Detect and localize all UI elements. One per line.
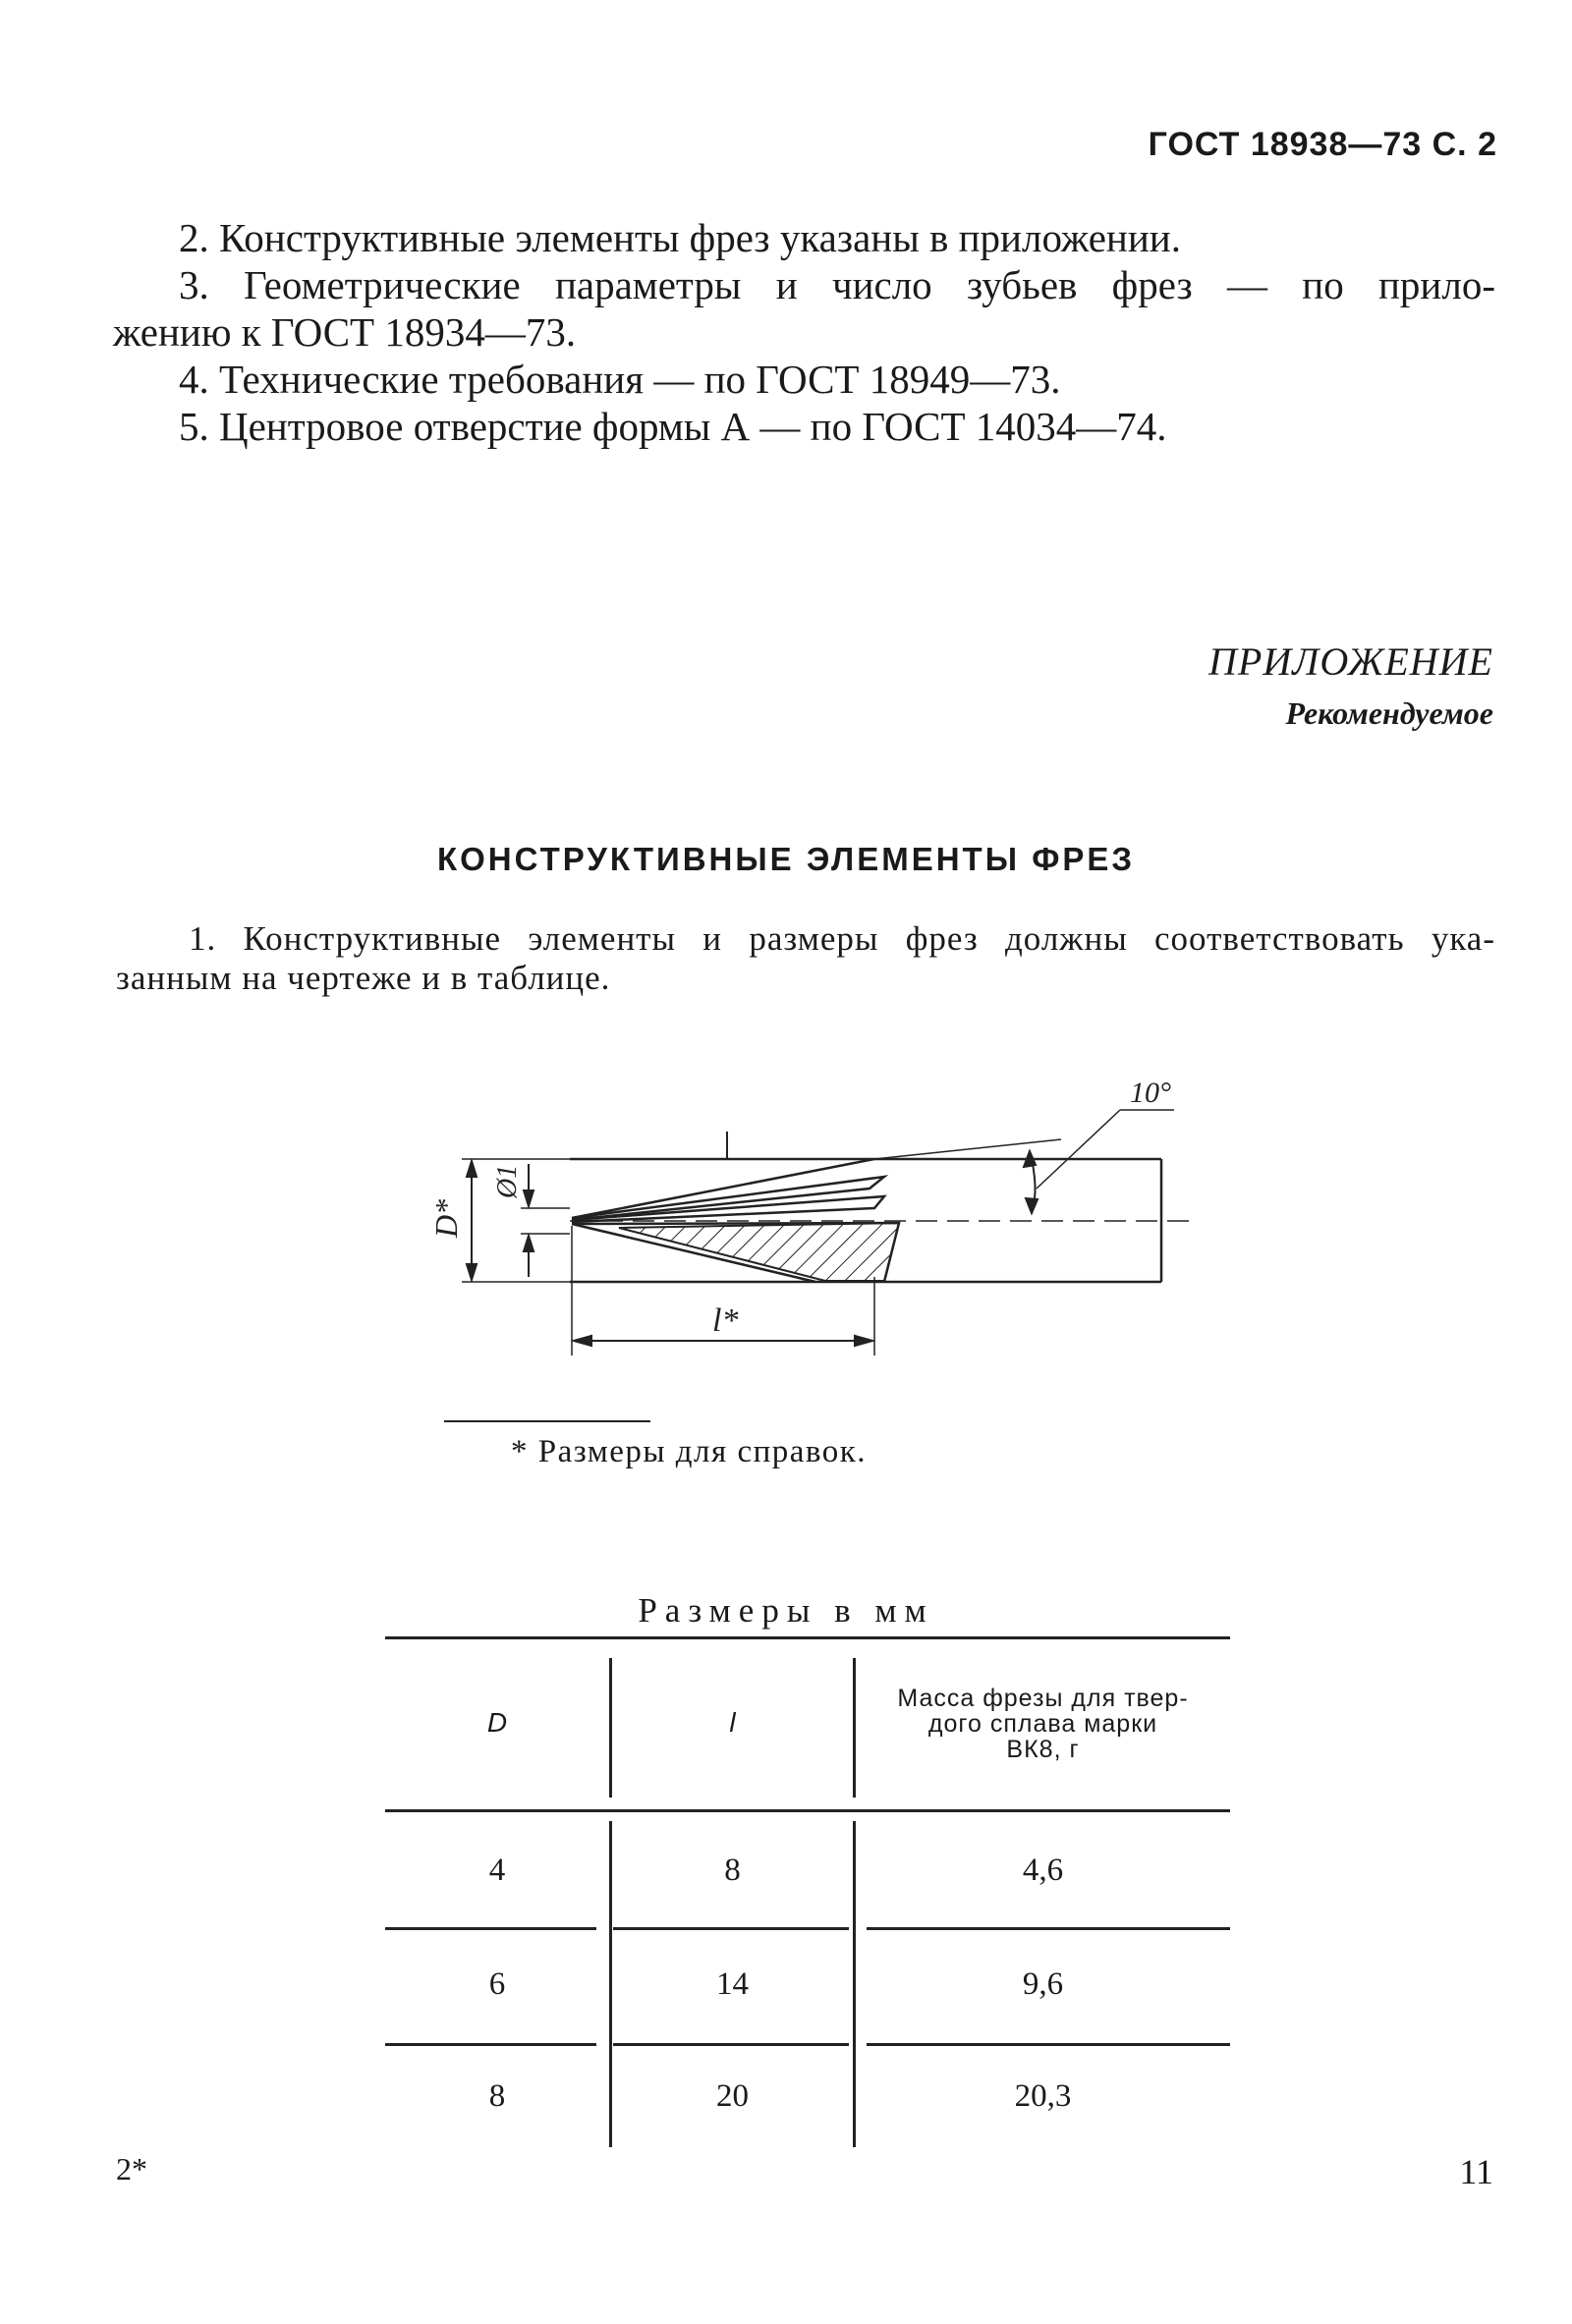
table-cell: 9,6 xyxy=(1022,1966,1064,2002)
table-cell: 8 xyxy=(488,2078,506,2114)
footnote-rule xyxy=(444,1420,650,1422)
page-header: ГОСТ 18938—73 С. 2 xyxy=(1148,126,1497,163)
intro-line-2: занным на чертеже и в таблице. xyxy=(116,959,611,997)
dimension-D-label: D* xyxy=(428,1198,464,1238)
header-mass: Масса фрезы для твер- дого сплава марки ВК8, г xyxy=(897,1685,1189,1763)
header-l: l xyxy=(729,1707,736,1738)
appendix-status: Рекомендуемое xyxy=(1285,695,1493,731)
paragraph-3-line-2: жению к ГОСТ 18934—73. xyxy=(113,309,577,355)
table-cell: 20,3 xyxy=(1014,2078,1072,2114)
table-header-rule xyxy=(385,1809,1230,1812)
table-cell: 4 xyxy=(488,1853,506,1888)
table-cell: 4,6 xyxy=(1022,1853,1064,1888)
paragraph-4: 4. Технические требования — по ГОСТ 18949—73. xyxy=(179,357,1061,402)
page-number: 11 xyxy=(1459,2152,1493,2191)
table-top-rule xyxy=(385,1636,1230,1639)
dimensions-table xyxy=(385,1636,1230,2147)
table-cell: 14 xyxy=(716,1966,749,2002)
angle-label: 10° xyxy=(1130,1077,1171,1109)
footnote: * Размеры для справок. xyxy=(511,1434,868,1469)
hatched-section xyxy=(619,1223,899,1281)
intro-line-1: 1. Конструктивные элементы и размеры фрез должны соответствовать ука- xyxy=(189,919,1495,958)
paragraph-3-line-1: 3. Геометрические параметры и число зубьев фрез — по прило- xyxy=(179,262,1495,307)
cutter-drawing xyxy=(422,1041,1199,1405)
appendix-title: ПРИЛОЖЕНИЕ xyxy=(1208,639,1493,684)
section-title: КОНСТРУКТИВНЫЕ ЭЛЕМЕНТЫ ФРЕЗ xyxy=(436,841,1136,877)
page-mark-left: 2* xyxy=(116,2151,147,2186)
dimension-d1-label: Ø1 xyxy=(492,1164,523,1198)
table-cell: 8 xyxy=(724,1853,741,1888)
flute-1 xyxy=(572,1177,884,1220)
header-D: D xyxy=(486,1707,508,1738)
paragraph-2: 2. Конструктивные элементы фрез указаны в приложении. xyxy=(179,215,1181,260)
table-units-caption: Размеры в мм xyxy=(638,1591,934,1630)
table-cell: 6 xyxy=(488,1966,506,2002)
table-cell: 20 xyxy=(716,2078,749,2114)
dimension-l-label: l* xyxy=(712,1302,739,1339)
paragraph-5: 5. Центровое отверстие формы А — по ГОСТ 14034—74. xyxy=(179,404,1167,449)
